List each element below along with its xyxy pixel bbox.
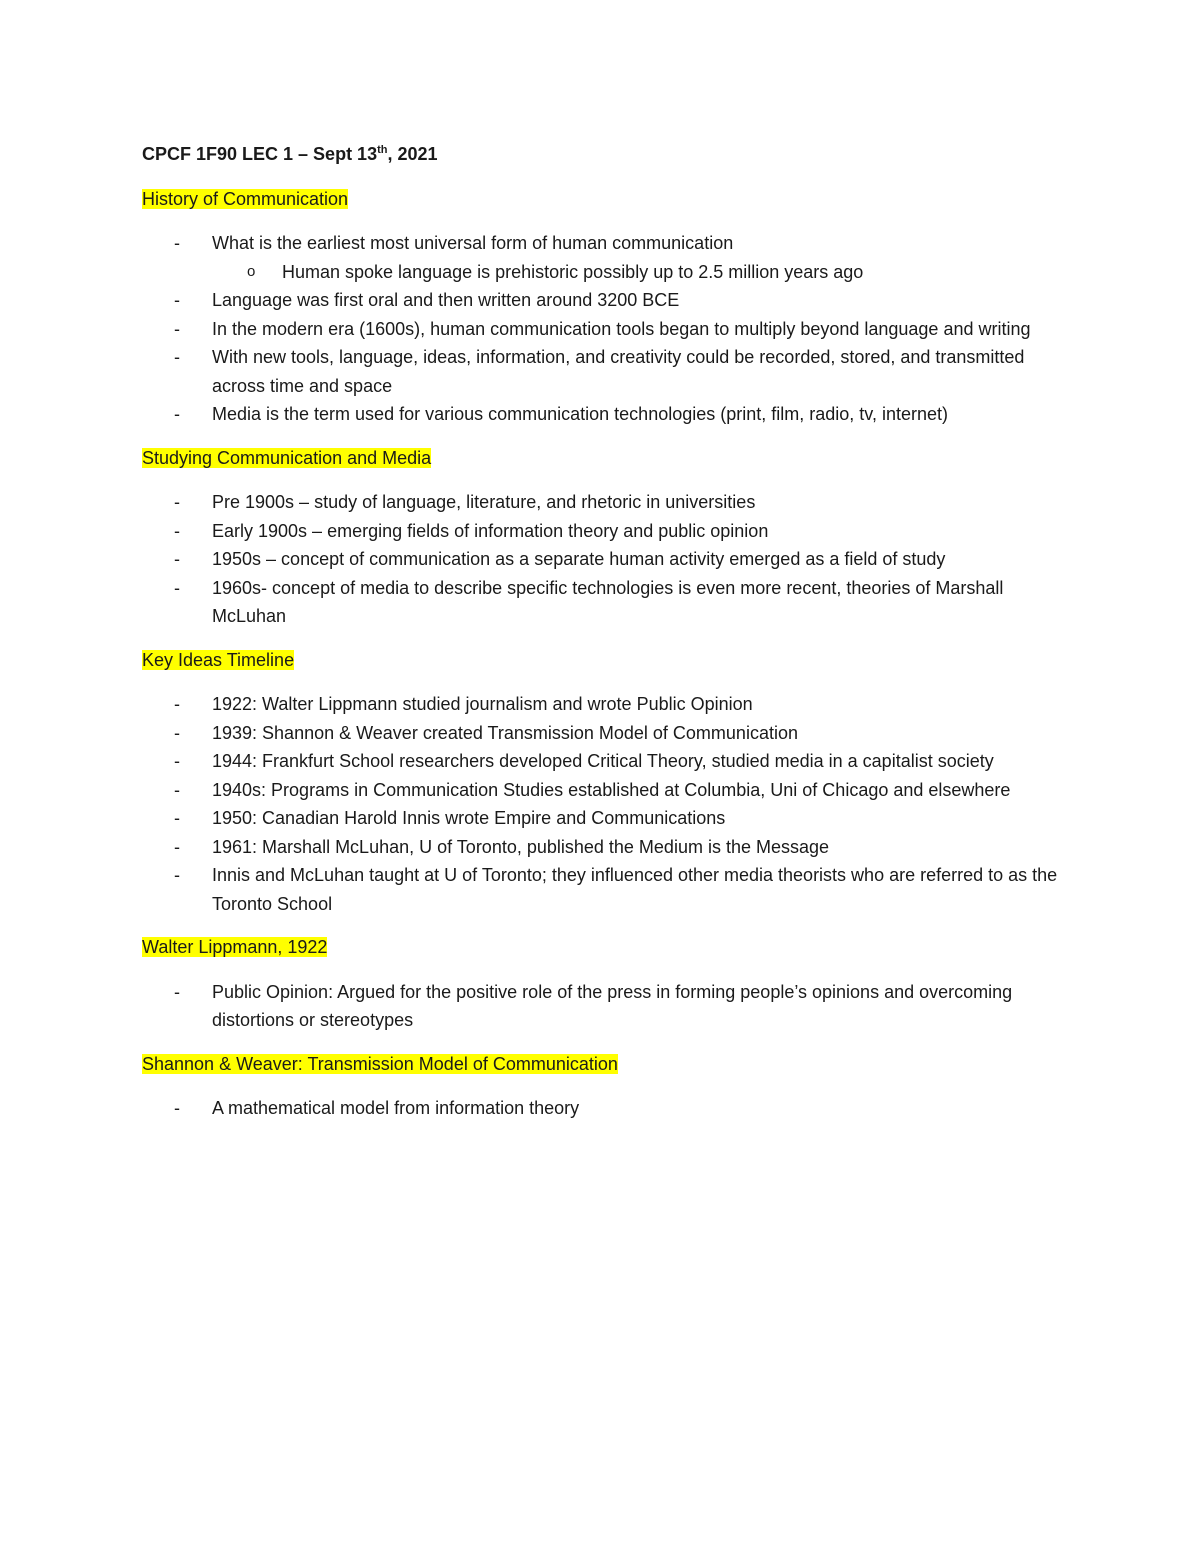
dash-bullet-icon: - xyxy=(174,549,180,569)
dash-bullet-icon: - xyxy=(174,520,180,541)
list-item-text: 1922: Walter Lippmann studied journalism and wrote Public Opinion xyxy=(212,694,753,714)
dash-bullet-icon: - xyxy=(174,751,180,771)
dash-bullet-icon: - xyxy=(174,404,180,424)
bullet-list xyxy=(142,1094,1062,1123)
bullet-list xyxy=(142,229,1062,429)
section xyxy=(142,933,1062,1035)
list-item-text: 1944: Frankfurt School researchers developed Critical Theory, studied media in a capitalist society xyxy=(212,751,994,771)
dash-bullet-icon: - xyxy=(174,836,180,857)
section-heading-text: Key Ideas Timeline xyxy=(142,649,295,670)
bullet-list xyxy=(142,690,1062,918)
list-item-text: 1961: Marshall McLuhan, U of Toronto, published the Medium is the Message xyxy=(212,836,830,857)
list-item-text: 1939: Shannon & Weaver created Transmission Model of Communication xyxy=(212,722,798,743)
title-suffix: , 2021 xyxy=(387,144,438,164)
document-title xyxy=(142,140,1062,169)
section xyxy=(142,646,1062,919)
dash-bullet-icon: - xyxy=(174,779,180,800)
list-item-text: 1940s: Programs in Communication Studies established at Columbia, Uni of Chicago and elsewhere xyxy=(212,779,1011,800)
dash-bullet-icon: - xyxy=(174,981,180,1002)
dash-bullet-icon: - xyxy=(174,865,180,885)
list-item-text: What is the earliest most universal form of human communication xyxy=(212,233,734,253)
dash-bullet-icon: - xyxy=(174,577,180,598)
document-page xyxy=(142,140,1062,1138)
list-item xyxy=(142,776,1062,805)
section-heading xyxy=(142,1050,1062,1079)
list-item xyxy=(142,286,1062,315)
bullet-list xyxy=(142,488,1062,631)
dash-bullet-icon: - xyxy=(174,1098,180,1118)
list-item-text: 1950: Canadian Harold Innis wrote Empire and Communications xyxy=(212,808,726,828)
section-heading-text: Shannon & Weaver: Transmission Model of Communication xyxy=(142,1053,618,1074)
section-heading xyxy=(142,646,1062,675)
title-superscript: th xyxy=(377,144,388,156)
list-item xyxy=(142,315,1062,344)
list-item xyxy=(142,1094,1062,1123)
list-item xyxy=(142,747,1062,776)
list-item-text: 1950s – concept of communication as a separate human activity emerged as a field of study xyxy=(212,549,946,569)
sub-list-item xyxy=(212,258,1062,287)
list-item xyxy=(142,719,1062,748)
section xyxy=(142,185,1062,429)
sections-container xyxy=(142,185,1062,1123)
list-item-text: Early 1900s – emerging fields of information theory and public opinion xyxy=(212,520,769,541)
sub-bullet-list xyxy=(212,258,1062,287)
section-heading-text: Walter Lippmann, 1922 xyxy=(142,937,328,957)
dash-bullet-icon: - xyxy=(174,318,180,339)
section-heading-text: History of Communication xyxy=(142,188,349,209)
dash-bullet-icon: - xyxy=(174,722,180,743)
list-item-text: With new tools, language, ideas, information, and creativity could be recorded, stored, and transmitted across time and space xyxy=(212,347,1025,396)
list-item-text: Pre 1900s – study of language, literature, and rhetoric in universities xyxy=(212,492,756,512)
list-item xyxy=(142,517,1062,546)
list-item xyxy=(142,229,1062,286)
section-heading xyxy=(142,933,1062,962)
list-item xyxy=(142,861,1062,918)
section-heading-text: Studying Communication and Media xyxy=(142,447,432,468)
list-item xyxy=(142,804,1062,833)
circle-bullet-icon: o xyxy=(247,262,256,280)
list-item-text: Innis and McLuhan taught at U of Toronto; they influenced other media theorists who are referred to as the Toronto School xyxy=(212,865,1058,914)
list-item-text: 1960s- concept of media to describe specific technologies is even more recent, theories of Marshall McLuhan xyxy=(212,577,1004,626)
list-item-text: Public Opinion: Argued for the positive role of the press in forming people’s opinions and overcoming distortions or stereotypes xyxy=(212,981,1013,1030)
dash-bullet-icon: - xyxy=(174,347,180,367)
list-item xyxy=(142,488,1062,517)
dash-bullet-icon: - xyxy=(174,694,180,714)
list-item-text: In the modern era (1600s), human communication tools began to multiply beyond language and writing xyxy=(212,318,1031,339)
list-item xyxy=(142,545,1062,574)
section xyxy=(142,444,1062,631)
list-item xyxy=(142,343,1062,400)
title-prefix: CPCF 1F90 LEC 1 – Sept 13 xyxy=(142,144,378,164)
list-item-text: Media is the term used for various communication technologies (print, film, radio, tv, internet) xyxy=(212,404,948,424)
list-item xyxy=(142,400,1062,429)
section-heading xyxy=(142,444,1062,473)
list-item xyxy=(142,833,1062,862)
dash-bullet-icon: - xyxy=(174,492,180,512)
dash-bullet-icon: - xyxy=(174,808,180,828)
dash-bullet-icon: - xyxy=(174,233,180,253)
list-item xyxy=(142,690,1062,719)
list-item xyxy=(142,978,1062,1035)
list-item xyxy=(142,574,1062,631)
dash-bullet-icon: - xyxy=(174,290,180,310)
list-item-text: Language was first oral and then written around 3200 BCE xyxy=(212,290,680,310)
list-item-text: A mathematical model from information theory xyxy=(212,1098,580,1118)
section-heading xyxy=(142,185,1062,214)
sub-list-item-text: Human spoke language is prehistoric possibly up to 2.5 million years ago xyxy=(282,261,864,282)
section xyxy=(142,1050,1062,1123)
bullet-list xyxy=(142,978,1062,1035)
